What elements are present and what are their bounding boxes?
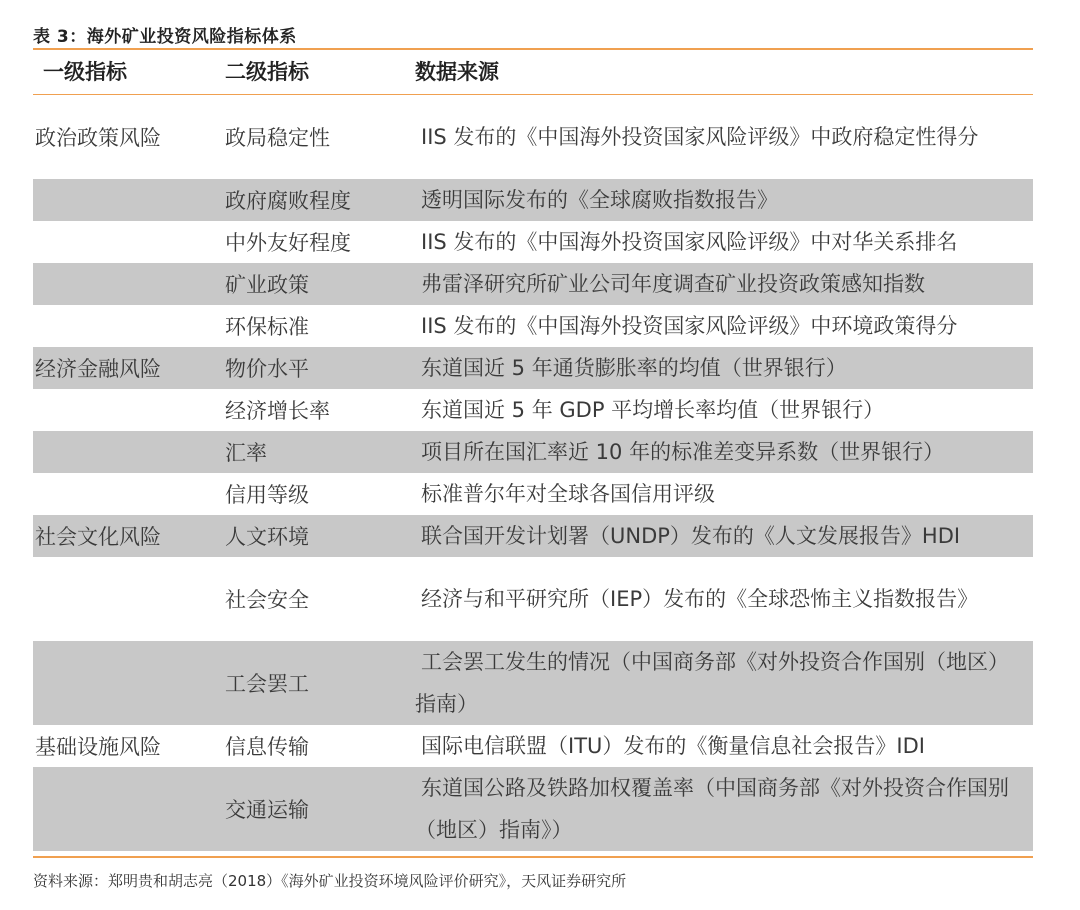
header-secondary-indicator: 二级指标 [225,60,309,84]
table-row [33,221,1033,263]
secondary-indicator-cell: 汇率 [225,441,267,465]
table-row [33,431,1033,473]
primary-indicator-cell: 政治政策风险 [35,126,161,150]
data-source-cell [415,305,1027,347]
data-source-text: IIS 发布的《中国海外投资国家风险评级》中对华关系排名 [421,230,958,254]
secondary-indicator-cell: 矿业政策 [225,273,309,297]
primary-indicator-cell [35,221,215,263]
secondary-indicator-cell: 经济增长率 [225,399,330,423]
table-row [33,305,1033,347]
data-source-cell [415,431,1027,473]
table-header [33,50,1033,94]
data-source-text: 透明国际发布的《全球腐败指数报告》 [421,188,778,212]
table-row [33,767,1033,851]
table-row [33,263,1033,305]
data-source-text: IIS 发布的《中国海外投资国家风险评级》中环境政策得分 [421,314,958,338]
primary-indicator-cell [35,641,215,725]
table-row [33,515,1033,557]
data-source-text: 国际电信联盟（ITU）发布的《衡量信息社会报告》IDI [421,734,925,758]
data-source-cell [415,389,1027,431]
table-row [33,347,1033,389]
table-row [33,725,1033,767]
secondary-indicator-cell: 信用等级 [225,483,309,507]
data-source-text: 联合国开发计划署（UNDP）发布的《人文发展报告》HDI [421,524,961,548]
data-source-text: IIS 发布的《中国海外投资国家风险评级》中政府稳定性得分 [421,125,979,149]
data-source-cell [415,263,1027,305]
data-source-cell [415,767,1027,851]
secondary-indicator-cell: 环保标准 [225,315,309,339]
data-source-text: 东道国公路及铁路加权覆盖率（中国商务部《对外投资合作国别（地区）指南》） [415,776,1009,842]
secondary-indicator-cell: 人文环境 [225,525,309,549]
bottom-rule [33,856,1033,858]
primary-indicator-cell: 经济金融风险 [35,357,161,381]
secondary-indicator-cell: 社会安全 [225,588,309,612]
data-source-text: 项目所在国汇率近 10 年的标准差变异系数（世界银行） [421,440,945,464]
data-source-text: 弗雷泽研究所矿业公司年度调查矿业投资政策感知指数 [421,272,925,296]
table-row [33,641,1033,725]
table-row [33,473,1033,515]
primary-indicator-cell [35,389,215,431]
data-source-text: 东道国近 5 年 GDP 平均增长率均值（世界银行） [421,398,885,422]
table-row [33,95,1033,179]
primary-indicator-cell [35,767,215,851]
secondary-indicator-cell: 政局稳定性 [225,126,330,150]
header-primary-indicator: 一级指标 [43,60,127,84]
data-source-text: 标准普尔年对全球各国信用评级 [421,482,715,506]
table-row [33,179,1033,221]
primary-indicator-cell [35,431,215,473]
table-row [33,389,1033,431]
data-source-cell [415,95,1027,179]
data-source-cell [415,641,1027,725]
data-source-cell [415,347,1027,389]
data-source-text: 东道国近 5 年通货膨胀率的均值（世界银行） [421,356,847,380]
data-source-cell [415,221,1027,263]
primary-indicator-cell [35,305,215,347]
secondary-indicator-cell: 工会罢工 [225,672,309,696]
source-note: 资料来源：郑明贵和胡志亮（2018）《海外矿业投资环境风险评价研究》，天风证券研究所 [33,872,627,890]
primary-indicator-cell [35,557,215,641]
primary-indicator-cell: 社会文化风险 [35,525,161,549]
secondary-indicator-cell: 物价水平 [225,357,309,381]
table-title: 表 3：海外矿业投资风险指标体系 [33,27,297,47]
primary-indicator-cell [35,473,215,515]
data-source-text: 工会罢工发生的情况（中国商务部《对外投资合作国别（地区）指南） [415,650,1009,716]
secondary-indicator-cell: 政府腐败程度 [225,189,351,213]
header-data-source: 数据来源 [415,60,499,84]
secondary-indicator-cell: 信息传输 [225,735,309,759]
secondary-indicator-cell: 交通运输 [225,798,309,822]
primary-indicator-cell [35,179,215,221]
table-row [33,557,1033,641]
secondary-indicator-cell: 中外友好程度 [225,231,351,255]
data-source-cell [415,179,1027,221]
primary-indicator-cell [35,263,215,305]
primary-indicator-cell: 基础设施风险 [35,735,161,759]
data-source-cell [415,473,1027,515]
data-source-cell [415,515,1027,557]
data-source-cell [415,725,1027,767]
data-source-cell [415,557,1027,641]
data-source-text: 经济与和平研究所（IEP）发布的《全球恐怖主义指数报告》 [421,587,979,611]
